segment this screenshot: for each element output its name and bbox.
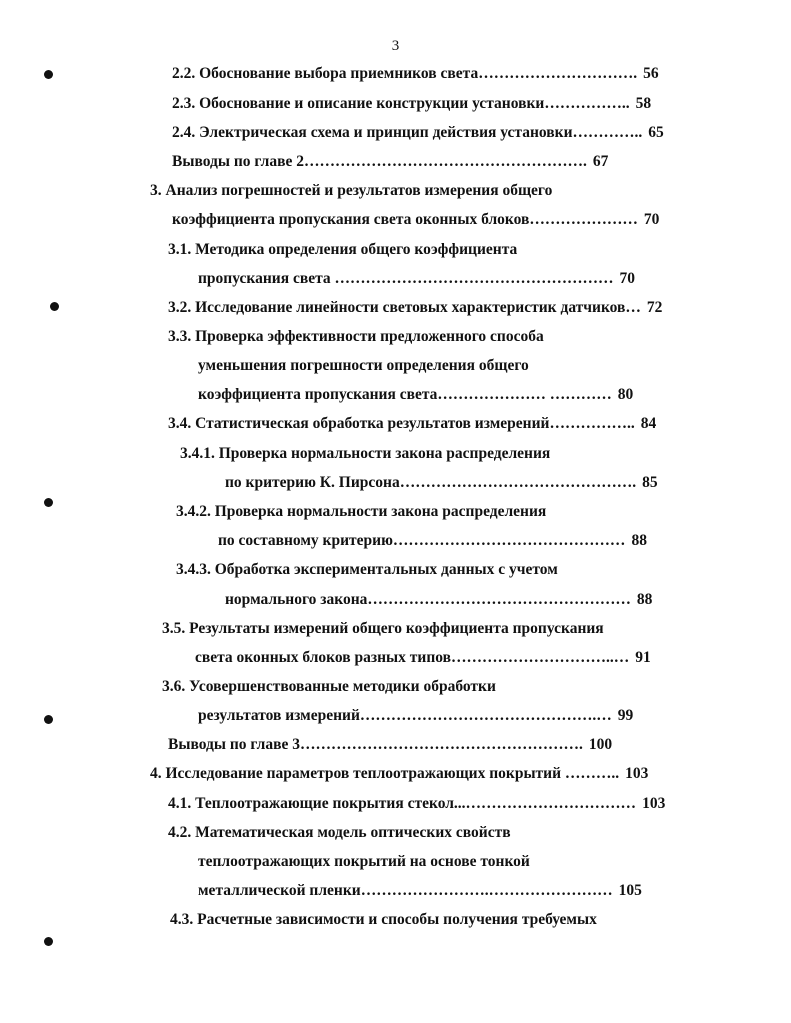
toc-entry: коэффициента пропускания света………………… ………… 80 [198,386,634,403]
toc-entry: металлической пленки…………………….…………………… 105 [198,882,642,899]
punch-hole-mark [44,70,53,79]
punch-hole-mark [44,715,53,724]
toc-entry: 2.2. Обоснование выбора приемников света…………………………. 56 [172,65,659,82]
toc-entry: Выводы по главе 2………………………………………………. 67 [172,153,609,170]
toc-entry: теплоотражающих покрытий на основе тонкой [198,853,530,870]
toc-entry: 4.2. Математическая модель оптических свойств [168,824,511,841]
punch-hole-mark [44,937,53,946]
page-number: 3 [391,38,400,54]
toc-entry: по составному критерию……………………………………… 88 [218,532,647,549]
toc-entry: 4. Исследование параметров теплоотражающих покрытий ……….. 103 [150,765,649,782]
toc-entry: 3.4. Статистическая обработка результатов измерений…………….. 84 [168,415,657,432]
toc-entry: 3.4.2. Проверка нормальности закона распределения [176,503,547,520]
toc-entry: пропускания света ……………………………………………… 70 [198,270,636,287]
toc-entry: 3.2. Исследование линейности световых характеристик датчиков… 72 [168,299,663,316]
punch-hole-mark [50,302,59,311]
toc-entry: коэффициента пропускания света оконных блоков………………… 70 [172,211,660,228]
toc-entry: 3. Анализ погрешностей и результатов измерения общего [150,182,553,199]
toc-entry: 3.6. Усовершенствованные методики обработки [162,678,496,695]
toc-entry: результатов измерений……………………………………….… 99 [198,707,634,724]
toc-entry: света оконных блоков разных типов…………………………..… 91 [195,649,651,666]
toc-entry: 3.3. Проверка эффективности предложенного способа [168,328,544,345]
toc-entry: Выводы по главе 3………………………………………………. 100 [168,736,613,753]
toc-entry: 2.3. Обоснование и описание конструкции установки…………….. 58 [172,95,652,112]
toc-entry: 3.4.3. Обработка экспериментальных данных с учетом [176,561,558,578]
toc-entry: 3.4.1. Проверка нормальности закона распределения [180,445,551,462]
toc-entry: 3.1. Методика определения общего коэффициента [168,241,518,258]
toc-entry: 3.5. Результаты измерений общего коэффициента пропускания [162,620,604,637]
toc-entry: нормального закона…………………………………………… 88 [225,591,653,608]
punch-hole-mark [44,498,53,507]
toc-entry: 4.1. Теплоотражающие покрытия стекол...…………………………… 103 [168,795,666,812]
toc-entry: 4.3. Расчетные зависимости и способы получения требуемых [170,911,597,928]
toc-entry: по критерию К. Пирсона………………………………………. 85 [225,474,658,491]
toc-entry: 2.4. Электрическая схема и принцип действия установки………….. 65 [172,124,664,141]
toc-entry: уменьшения погрешности определения общего [198,357,529,374]
